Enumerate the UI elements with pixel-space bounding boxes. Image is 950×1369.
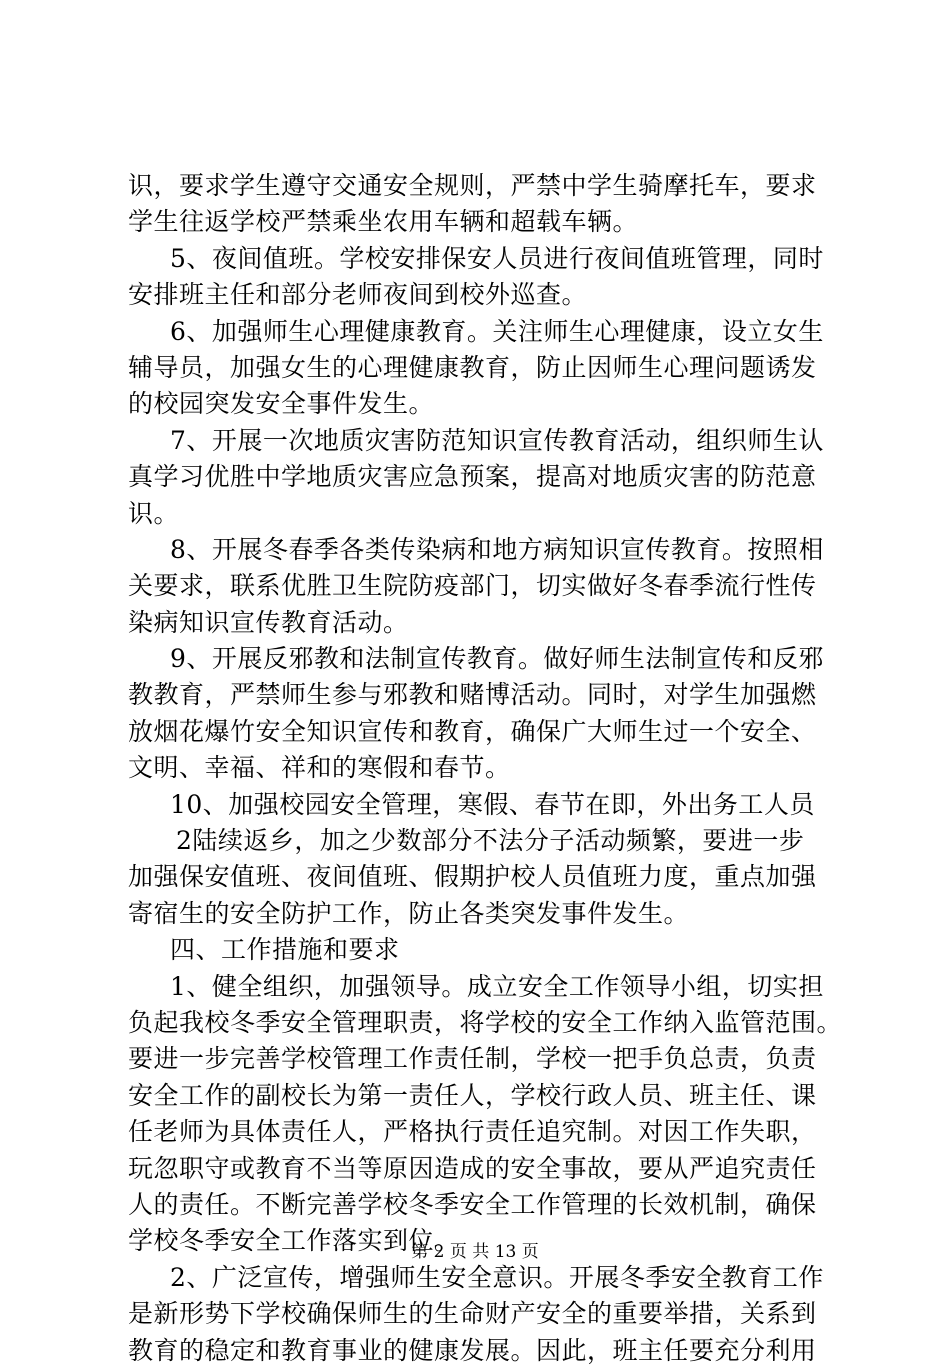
text-line: 2、广泛宣传，增强师生安全意识。开展冬季安全教育工作 <box>170 1262 824 1292</box>
text-line: 加强保安值班、夜间值班、假期护校人员值班力度，重点加强 <box>128 862 817 892</box>
text-line: 放烟花爆竹安全知识宣传和教育，确保广大师生过一个安全、 <box>128 716 817 746</box>
page-footer: 第 2 页 共 13 页 <box>411 1242 539 1262</box>
text-line: 的校园突发安全事件发生。 <box>128 389 435 419</box>
text-line: 辅导员，加强女生的心理健康教育，防止因师生心理问题诱发 <box>128 352 817 382</box>
text-line: 安排班主任和部分老师夜间到校外巡查。 <box>128 280 588 310</box>
text-line: 四、工作措施和要求 <box>170 935 400 965</box>
text-line: 寄宿生的安全防护工作，防止各类突发事件发生。 <box>128 898 690 928</box>
text-line: 5、夜间值班。学校安排保安人员进行夜间值班管理，同时 <box>170 243 824 273</box>
text-line: 2陆续返乡，加之少数部分不法分子活动频繁，要进一步 <box>176 826 805 856</box>
text-line: 玩忽职守或教育不当等原因造成的安全事故，要从严追究责任 <box>128 1153 817 1183</box>
text-line: 任老师为具体责任人，严格执行责任追究制。对因工作失职， <box>128 1117 817 1147</box>
text-line: 1、健全组织，加强领导。成立安全工作领导小组，切实担 <box>170 971 824 1001</box>
text-line: 识。 <box>128 498 180 528</box>
text-line: 学生往返学校严禁乘坐农用车辆和超载车辆。 <box>128 207 639 237</box>
text-line: 文明、幸福、祥和的寒假和春节。 <box>128 753 511 783</box>
text-line: 人的责任。不断完善学校冬季安全工作管理的长效机制，确保 <box>128 1189 817 1219</box>
text-line: 识，要求学生遵守交通安全规则，严禁中学生骑摩托车，要求 <box>128 171 817 200</box>
text-line: 是新形势下学校确保师生的生命财产安全的重要举措，关系到 <box>128 1299 817 1329</box>
text-line: 6、加强师生心理健康教育。关注师生心理健康，设立女生 <box>170 316 824 346</box>
text-line: 9、开展反邪教和法制宣传教育。做好师生法制宣传和反邪 <box>170 644 824 674</box>
text-line: 学校冬季安全工作落实到位。 <box>128 1226 460 1256</box>
text-line: 教教育，严禁师生参与邪教和赌博活动。同时，对学生加强燃 <box>128 680 817 710</box>
text-line: 负起我校冬季安全管理职责，将学校的安全工作纳入监管范围。 <box>128 1007 843 1037</box>
body-text <box>128 168 843 1369</box>
text-line: 安全工作的副校长为第一责任人，学校行政人员、班主任、课 <box>128 1080 817 1110</box>
text-line: 教育的稳定和教育事业的健康发展。因此，班主任要充分利用 <box>128 1335 817 1365</box>
text-line: 8、开展冬春季各类传染病和地方病知识宣传教育。按照相 <box>170 534 824 564</box>
text-line: 关要求，联系优胜卫生院防疫部门，切实做好冬春季流行性传 <box>128 571 817 601</box>
text-line: 10、加强校园安全管理，寒假、春节在即，外出务工人员 <box>170 789 815 819</box>
text-line: 要进一步完善学校管理工作责任制，学校一把手负总责，负责 <box>128 1044 817 1074</box>
text-line: 真学习优胜中学地质灾害应急预案，提高对地质灾害的防范意 <box>128 462 817 492</box>
text-line: 7、开展一次地质灾害防范知识宣传教育活动，组织师生认 <box>170 425 824 455</box>
text-line: 染病知识宣传教育活动。 <box>128 607 409 637</box>
